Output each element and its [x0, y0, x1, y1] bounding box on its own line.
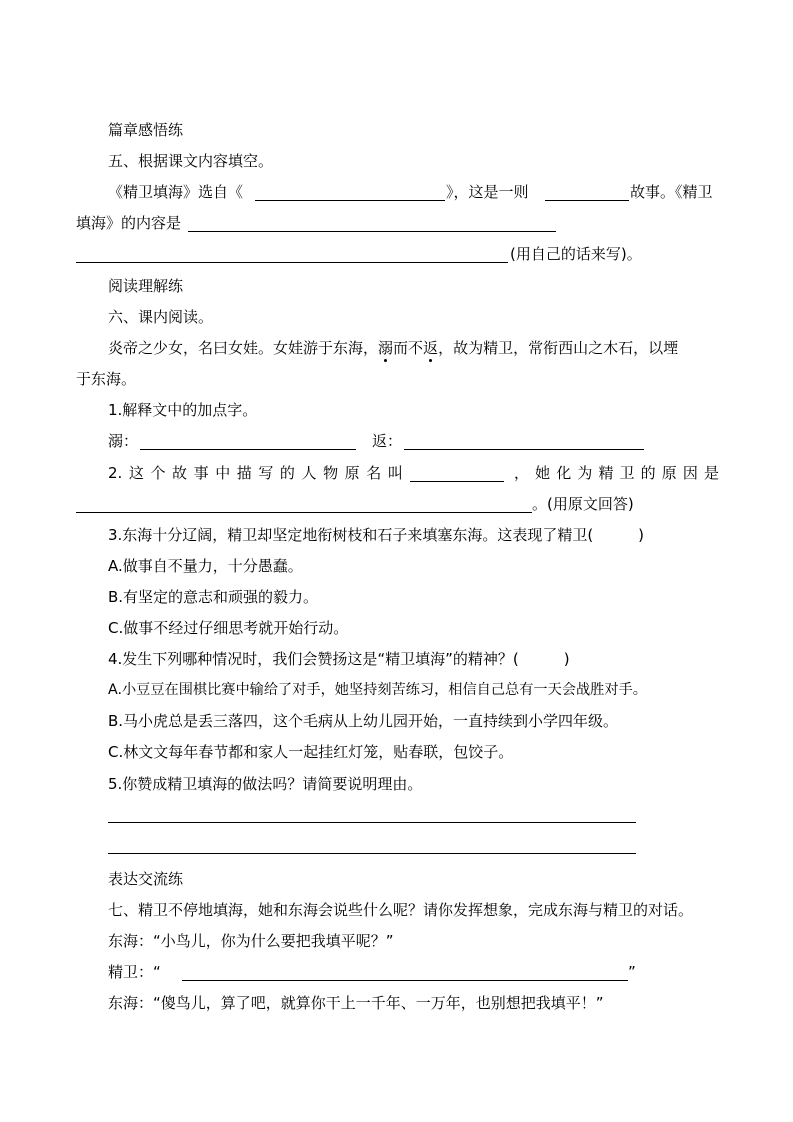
- section-heading: 篇章感悟练: [108, 121, 184, 139]
- text-char: 她: [535, 464, 551, 482]
- passage-part: 炎帝之少女，名曰女娃。女娃游于东海，: [108, 339, 379, 357]
- q2-row2: [0, 493, 793, 515]
- dotted-char: 返: [423, 339, 439, 357]
- q4-option-b[interactable]: [0, 710, 793, 732]
- text-char: 的: [279, 464, 295, 482]
- dialogue-line3: [0, 992, 793, 1014]
- q2-row: [0, 462, 793, 484]
- question-text: 《精卫填海》选自《: [108, 183, 244, 201]
- q1-row: [0, 399, 793, 421]
- text-char: 精: [598, 464, 614, 482]
- dialogue-line2: [0, 961, 793, 983]
- question-title: 六、课内阅读。: [108, 308, 214, 326]
- answer-blank[interactable]: [545, 200, 629, 201]
- text-char: 为: [577, 464, 593, 482]
- q3-row: [0, 524, 793, 546]
- passage-line1: [0, 337, 793, 359]
- text-char: 因: [682, 464, 698, 482]
- dialogue-text: ”: [628, 963, 636, 981]
- question-text: 填海》的内容是: [76, 214, 182, 232]
- q7-title-row: [0, 899, 793, 921]
- text-char: 名: [366, 464, 382, 482]
- option-text: B.马小虎总是丢三落四，这个毛病从上幼儿园开始，一直持续到小学四年级。: [108, 712, 619, 730]
- question-text: (用自己的话来写)。: [510, 245, 642, 263]
- question-text: 故事。《精卫: [630, 183, 713, 201]
- text-char: 卫: [619, 464, 635, 482]
- answer-blank[interactable]: [188, 231, 556, 232]
- text-char: 是: [703, 464, 719, 482]
- question-text: 返：: [372, 432, 403, 450]
- answer-blank[interactable]: [404, 449, 644, 450]
- answer-blank[interactable]: [255, 200, 445, 201]
- text-char: 这: [128, 464, 144, 482]
- q5-row1: [0, 181, 793, 203]
- answer-blank[interactable]: [76, 262, 508, 263]
- passage-line2: [0, 368, 793, 390]
- text-char: 事: [193, 464, 209, 482]
- text-char: 物: [323, 464, 339, 482]
- q6-title-row: [0, 306, 793, 328]
- option-text: A.做事自不量力，十分愚蠢。: [108, 557, 303, 575]
- q4-option-c[interactable]: [0, 741, 793, 763]
- q5-row2: [0, 212, 793, 234]
- text-char: 写: [258, 464, 274, 482]
- text-char: ，: [514, 464, 530, 482]
- heading-section1: [0, 119, 793, 141]
- q1-answer-row: [0, 430, 793, 452]
- text-char: 人: [301, 464, 317, 482]
- q2-text-tail: [514, 462, 719, 484]
- question-text: 1.解释文中的加点字。: [108, 401, 258, 419]
- answer-blank[interactable]: [182, 980, 628, 981]
- q3-option-a[interactable]: [0, 555, 793, 577]
- text-char: 原: [344, 464, 360, 482]
- passage-text: 于东海。: [76, 370, 137, 388]
- dialogue-line1: [0, 930, 793, 952]
- passage-part: 而不: [393, 339, 424, 357]
- q2-text: [108, 462, 403, 484]
- passage-part: ，故为精卫，常衔西山之木石，以堙: [438, 339, 679, 357]
- text-char: 2.: [108, 464, 123, 482]
- q5-title-row: [0, 150, 793, 172]
- answer-blank[interactable]: [410, 481, 504, 482]
- dialogue-text: 东海：“小鸟儿，你为什么要把我填平呢？”: [108, 932, 394, 950]
- text-char: 叫: [387, 464, 403, 482]
- text-char: 故: [172, 464, 188, 482]
- question-text: 》，这是一则: [446, 183, 529, 201]
- question-text: 3.东海十分辽阔，精卫却坚定地衔树枝和石子来填塞东海。这表现了精卫( ): [108, 526, 645, 544]
- section-heading: 阅读理解练: [108, 277, 184, 295]
- question-text: 5.你赞成精卫填海的做法吗？请简要说明理由。: [108, 775, 423, 793]
- heading-section2: [0, 275, 793, 297]
- q4-option-a[interactable]: [0, 679, 793, 701]
- question-title: 五、根据课文内容填空。: [108, 152, 274, 170]
- q3-option-b[interactable]: [0, 586, 793, 608]
- dotted-char: 溺: [378, 339, 394, 357]
- answer-line[interactable]: [108, 822, 636, 823]
- option-text: A.小豆豆在围棋比赛中输给了对手，她坚持刻苦练习，相信自己总有一天会战胜对手。: [108, 682, 647, 698]
- text-char: 个: [150, 464, 166, 482]
- heading-section3: [0, 868, 793, 890]
- option-text: C.做事不经过仔细思考就开始行动。: [108, 619, 349, 637]
- question-text: 。(用原文回答): [532, 495, 634, 513]
- passage-text: [108, 337, 678, 359]
- q5-reason-row: [0, 773, 793, 795]
- q3-option-c[interactable]: [0, 617, 793, 639]
- q5-row3: [0, 243, 793, 265]
- text-char: 原: [661, 464, 677, 482]
- text-char: 描: [236, 464, 252, 482]
- option-text: C.林文文每年春节都和家人一起挂红灯笼，贴春联，包饺子。: [108, 743, 514, 761]
- dialogue-text: 精卫：“: [108, 963, 161, 981]
- question-text: 4.发生下列哪种情况时，我们会赞扬这是“精卫填海”的精神？( ): [108, 650, 570, 668]
- text-char: 的: [640, 464, 656, 482]
- answer-line[interactable]: [108, 853, 636, 854]
- option-text: B.有坚定的意志和顽强的毅力。: [108, 588, 319, 606]
- answer-blank[interactable]: [76, 512, 532, 513]
- dialogue-text: 东海：“傻鸟儿，算了吧，就算你干上一千年、一万年，也别想把我填平！”: [108, 994, 604, 1012]
- q4-row: [0, 648, 793, 670]
- text-char: 化: [556, 464, 572, 482]
- question-title: 七、精卫不停地填海，她和东海会说些什么呢？请你发挥想象，完成东海与精卫的对话。: [108, 901, 694, 919]
- section-heading: 表达交流练: [108, 870, 184, 888]
- answer-blank[interactable]: [140, 449, 356, 450]
- text-char: 中: [215, 464, 231, 482]
- question-text: 溺：: [108, 432, 139, 450]
